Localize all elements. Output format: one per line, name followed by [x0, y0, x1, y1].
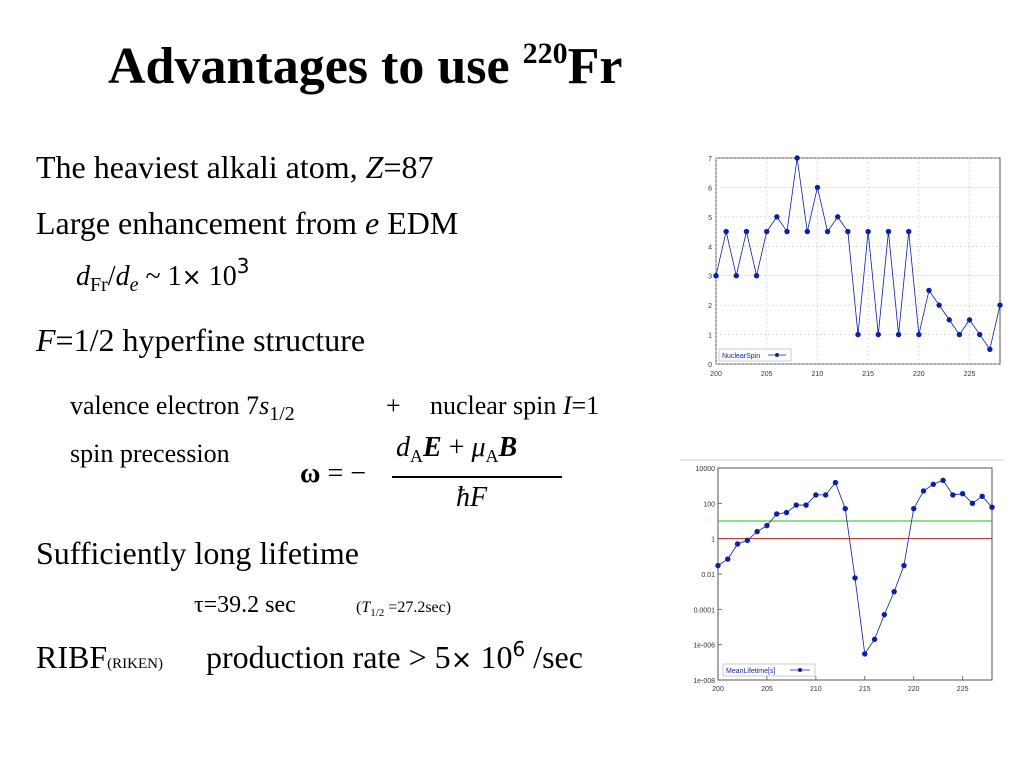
mean-lifetime-point [931, 482, 936, 487]
valence-s: s [259, 391, 270, 420]
num-sub-a2: A [485, 446, 499, 466]
mean-lifetime-point [891, 589, 896, 594]
mean-lifetime-point [745, 538, 750, 543]
legend-label: NuclearSpin [722, 353, 761, 360]
y-tick-label: 7 [708, 156, 712, 163]
title-prefix: Advantages to use [108, 38, 523, 95]
ribf-line [36, 640, 163, 675]
heaviest-alkali-line [36, 150, 434, 185]
half-life-sub: 1/2 [370, 607, 385, 620]
nuclear-spin-point [926, 288, 931, 293]
half-life-t: T [361, 599, 371, 616]
hyperfine-text: =1/2 hyperfine structure [55, 322, 366, 358]
mean-lifetime-point [989, 505, 994, 510]
nuclear-spin-point [713, 273, 718, 278]
nuclear-spin-point [794, 155, 799, 160]
mean-lifetime-point [764, 523, 769, 528]
y-tick-label: 1e-008 [693, 678, 715, 685]
mean-lifetime-point [872, 637, 877, 642]
formula-lhs [300, 458, 366, 490]
y-tick-label: 4 [708, 244, 712, 252]
num-d: d [396, 432, 410, 463]
spin-precession-label: spin precession [70, 439, 230, 468]
production-ten: 10 [472, 639, 513, 675]
ratio-ten: 10 [201, 261, 237, 292]
half-life-open: ( [356, 599, 362, 616]
lifetime-line: Sufficiently long lifetime [36, 535, 359, 571]
mean-lifetime-point [843, 506, 848, 511]
mean-lifetime-point [813, 492, 818, 497]
production-text: production rate > 5 [206, 639, 451, 675]
enhancement-line [36, 206, 458, 241]
num-b-field: B [498, 432, 518, 463]
legend-label: MeanLifetime[s] [726, 668, 776, 675]
nuclear-spin-point [855, 332, 860, 337]
y-tick-label: 0.01 [701, 572, 715, 579]
x-tick-label: 220 [913, 371, 925, 378]
ratio-times: × [181, 263, 202, 291]
nuclear-spin-line [430, 392, 599, 421]
y-tick-label: 10000 [695, 466, 715, 473]
num-sub-a1: A [410, 446, 423, 466]
y-tick-label: 3 [708, 273, 712, 281]
nuclear-spin-point [896, 332, 901, 337]
tau-value: τ=39.2 sec [194, 592, 296, 618]
x-tick-label: 205 [761, 686, 773, 693]
omega-symbol: ω [300, 458, 321, 489]
mean-lifetime-chart [680, 458, 1004, 698]
mean-lifetime-point [715, 563, 720, 568]
formula-numerator [396, 432, 517, 464]
production-rate [206, 637, 583, 675]
x-tick-label: 225 [963, 371, 976, 378]
mean-lifetime-point [901, 563, 906, 568]
mean-lifetime-point [725, 556, 730, 561]
x-tick-label: 215 [858, 686, 871, 693]
nuclear-spin-point [754, 273, 759, 278]
nuclear-spin-point [805, 229, 810, 234]
y-tick-label: 1 [711, 536, 715, 544]
x-tick-label: 210 [810, 686, 822, 693]
title-mass-number: 220 [522, 37, 568, 70]
legend-marker [798, 668, 802, 672]
mean-lifetime-point [784, 510, 789, 515]
x-tick-label: 220 [907, 686, 920, 693]
ratio-tilde: ~ 1 [138, 261, 182, 292]
z-value: =87 [383, 149, 434, 185]
nuclear-value: =1 [571, 391, 600, 420]
nuclear-spin-point [916, 332, 921, 337]
mean-lifetime-point [980, 494, 985, 499]
heaviest-alkali-text: The heaviest alkali atom, [36, 149, 366, 185]
mean-lifetime-point [950, 492, 955, 497]
valence-text: valence electron 7 [70, 391, 260, 420]
half-life-value: =27.2sec) [384, 599, 452, 616]
ratio-d1: d [76, 261, 90, 292]
y-tick-label: 5 [708, 214, 712, 222]
valence-electron-line [70, 391, 295, 425]
ratio-sub-fr: Fr [90, 274, 108, 296]
x-tick-label: 200 [710, 371, 722, 378]
nuclear-spin-point [876, 332, 881, 337]
mean-lifetime-point [911, 506, 916, 511]
riken-label: (RIKEN) [107, 656, 163, 672]
mean-lifetime-point [960, 491, 965, 496]
production-times: × [450, 645, 473, 675]
y-tick-label: 2 [708, 303, 712, 311]
nuclear-spin-point [977, 332, 982, 337]
nuclear-spin-point [845, 229, 850, 234]
nuclear-spin-point [947, 317, 952, 322]
plus-sign: + [386, 391, 401, 420]
num-mu: μ [471, 432, 486, 463]
fraction-bar [392, 476, 562, 478]
production-unit: /sec [525, 639, 583, 675]
mean-lifetime-point [940, 478, 945, 483]
valence-sub: 1/2 [269, 403, 295, 425]
mean-lifetime-point [803, 502, 808, 507]
y-tick-label: 1 [708, 332, 712, 340]
mean-lifetime-point [862, 651, 867, 656]
nuclear-spin-point [734, 273, 739, 278]
mean-lifetime-point [921, 488, 926, 493]
mean-lifetime-point [794, 502, 799, 507]
nuclear-spin-point [835, 214, 840, 219]
num-e-field: E [423, 432, 442, 463]
nuclear-i: I [562, 391, 572, 420]
ratio-d2: d [115, 261, 130, 292]
mean-lifetime-point [833, 480, 838, 485]
nuclear-spin-point [764, 229, 769, 234]
mean-lifetime-point [852, 575, 857, 580]
y-tick-label: 0 [708, 362, 712, 369]
ribf-text: RIBF [36, 639, 108, 675]
x-tick-label: 225 [956, 686, 969, 693]
plot-frame [718, 468, 992, 680]
y-tick-label: 100 [703, 501, 715, 509]
y-tick-label: 6 [708, 185, 712, 193]
ratio-sub-e: e [129, 274, 139, 296]
nuclear-spin-chart [698, 148, 1008, 380]
production-exponent: 6 [512, 637, 526, 661]
mean-lifetime-point [970, 501, 975, 506]
y-tick-label: 0.0001 [693, 607, 715, 615]
enhancement-text: Large enhancement from [36, 205, 366, 241]
nuclear-spin-point [815, 185, 820, 190]
ratio-exponent: 3 [236, 254, 250, 278]
nuclear-spin-point [967, 317, 972, 322]
nuclear-spin-point [936, 302, 941, 307]
mean-lifetime-point [823, 492, 828, 497]
enhancement-ratio [76, 254, 250, 296]
formula-denominator: ħF [456, 482, 488, 513]
half-life [356, 599, 451, 619]
formula-equals-minus: = − [320, 458, 367, 489]
y-tick-label: 1e-006 [693, 642, 715, 650]
nuclear-text: nuclear spin [430, 391, 563, 420]
nuclear-spin-point [825, 229, 830, 234]
x-tick-label: 215 [862, 371, 874, 378]
f-symbol: F [36, 322, 56, 358]
z-symbol: Z [365, 149, 384, 185]
nuclear-spin-point [997, 302, 1002, 307]
legend-marker [775, 353, 779, 357]
x-tick-label: 210 [811, 371, 824, 378]
nuclear-spin-point [957, 332, 962, 337]
mean-lifetime-point [882, 612, 887, 617]
mean-lifetime-point [754, 529, 759, 534]
nuclear-spin-point [774, 214, 779, 219]
title-element: Fr [567, 38, 623, 95]
e-symbol: e [365, 205, 380, 241]
slide-title [108, 38, 622, 95]
nuclear-spin-point [886, 229, 891, 234]
nuclear-spin-point [723, 229, 728, 234]
mean-lifetime-point [735, 541, 740, 546]
edm-text: EDM [379, 205, 459, 241]
nuclear-spin-point [784, 229, 789, 234]
nuclear-spin-point [906, 229, 911, 234]
nuclear-spin-point [744, 229, 749, 234]
mean-lifetime-point [774, 511, 779, 516]
nuclear-spin-point [987, 347, 992, 352]
x-tick-label: 200 [712, 686, 724, 693]
x-tick-label: 205 [760, 371, 773, 378]
hyperfine-line [36, 323, 365, 358]
ratio-slash: / [107, 261, 116, 292]
num-plus: + [441, 432, 472, 463]
nuclear-spin-point [865, 229, 870, 234]
